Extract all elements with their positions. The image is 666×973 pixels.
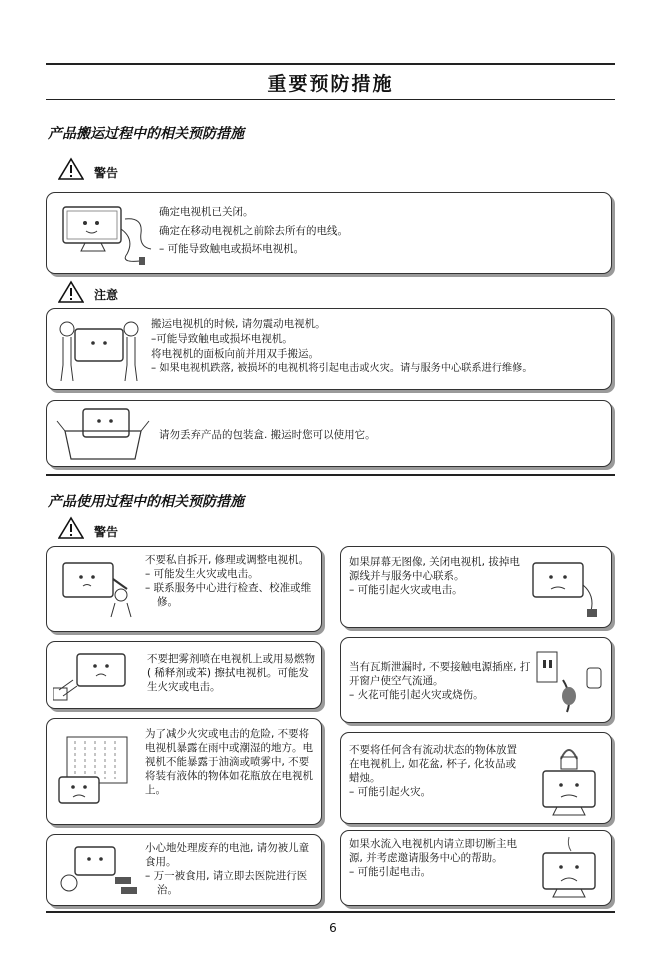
section-divider: [46, 474, 615, 476]
caution-label: 注意: [94, 288, 119, 302]
warning-label: 警告: [94, 166, 119, 180]
notice-line: – 如果电视机跌落, 被损坏的电视机将引起电击或火灾。请与服务中心联系进行维修。: [151, 363, 533, 374]
warning-box-battery: [46, 834, 322, 906]
warning-line: – 万一被食用, 请立即去医院进行医治。: [145, 870, 308, 896]
page-number: 6: [329, 921, 337, 935]
warning-text: [349, 743, 523, 799]
page-title: 重要预防措施: [267, 73, 394, 95]
warning-box-no-picture: [340, 546, 612, 628]
tv-cables-illustration: [55, 199, 155, 267]
warning-line: 小心地处理废弃的电池, 请勿被儿童食用。: [145, 842, 310, 868]
warning-box-liquid: [340, 732, 612, 824]
bottom-rule: [46, 911, 615, 913]
warning-line: 如果屏幕无图像, 关闭电视机, 拔掉电源线并与服务中心联系。: [349, 556, 520, 582]
top-rule: [46, 63, 615, 65]
warning-line: 不要将任何含有流动状态的物体放置在电视机上, 如花盆, 杯子, 化妆品或蜡烛。: [349, 744, 517, 784]
tv-spray-illustration: [53, 650, 143, 704]
tv-rain-illustration: [53, 733, 141, 813]
warning-text: [145, 841, 317, 897]
people-carrying-tv-illustration: [53, 315, 145, 385]
warning-label: 警告: [94, 525, 119, 539]
notice-line: 将电视机的面板向前并用双手搬运。: [151, 348, 319, 360]
warning-text: 不要把雾剂喷在电视机上或用易燃物 ( 稀释剂或苯) 擦拭电视机。可能发生火灾或电击。: [147, 653, 315, 693]
warning-text: [349, 660, 533, 702]
warning-text: [349, 555, 523, 597]
warning-triangle-icon: [58, 157, 84, 181]
notice-box-power-off: [46, 192, 612, 274]
notice-line: 确定在移动电视机之前除去所有的电线。: [159, 225, 348, 237]
warning-line: 当有瓦斯泄漏时, 不要接触电源插座, 打开窗户使空气流通。: [349, 661, 531, 687]
warning-line: – 联系服务中心进行检查、校准或维修。: [145, 582, 312, 608]
notice-box-packaging: [46, 400, 612, 467]
warning-box-water: [340, 830, 612, 906]
notice-line: –可能导致触电或损坏电视机。: [151, 333, 293, 345]
warning-box-disassemble: [46, 546, 322, 632]
warning-line: 如果水流入电视机内请立即切断主电源, 并考虑邀请服务中心的帮助。: [349, 838, 517, 864]
warning-box-spray: [46, 641, 322, 709]
tv-in-box-illustration: [55, 405, 151, 463]
tv-repair-illustration: [53, 559, 139, 619]
notice-box-carry: [46, 308, 612, 390]
tv-water-illustration: [533, 835, 607, 903]
tv-flowerpot-illustration: [531, 739, 607, 819]
warning-triangle-icon: [58, 516, 84, 540]
warning-text: [145, 553, 317, 609]
warning-text: [349, 837, 527, 879]
warning-box-moisture: [46, 718, 322, 825]
warning-text: 为了减少火灾或电击的危险, 不要将电视机暴露在雨中或潮湿的地方。电视机不能暴露于油滴或喷雾中, 不要将装有液体的物体如花瓶放在电视机上。: [145, 728, 313, 796]
notice-line: 搬运电视机的时候, 请勿震动电视机。: [151, 318, 326, 330]
notice-text: [159, 205, 599, 256]
section-heading-usage: 产品使用过程中的相关预防措施: [48, 494, 244, 510]
title-underline: [46, 99, 615, 100]
notice-text: 请勿丢弃产品的包装盒. 搬运时您可以使用它。: [159, 429, 376, 441]
section-heading-transport: 产品搬运过程中的相关预防措施: [48, 126, 244, 142]
warning-line: – 可能引起电击。: [349, 866, 432, 878]
warning-line: – 可能发生火灾或电击。: [145, 568, 259, 580]
warning-line: – 可能引起火灾。: [349, 786, 432, 798]
tv-unplug-illustration: [529, 555, 607, 621]
gas-outlet-illustration: [533, 646, 607, 718]
warning-line: 不要私自拆开, 修理或调整电视机。: [145, 554, 310, 566]
warning-line: – 可能引起火灾或电击。: [349, 584, 463, 596]
notice-text: [151, 317, 611, 376]
warning-box-gas-leak: [340, 637, 612, 723]
notice-line: 确定电视机已关闭。: [159, 206, 254, 218]
tv-battery-illustration: [55, 843, 141, 899]
warning-line: – 火花可能引起火灾或烧伤。: [349, 689, 484, 701]
notice-line: – 可能导致触电或损坏电视机。: [159, 243, 305, 255]
caution-triangle-icon: [58, 280, 84, 304]
